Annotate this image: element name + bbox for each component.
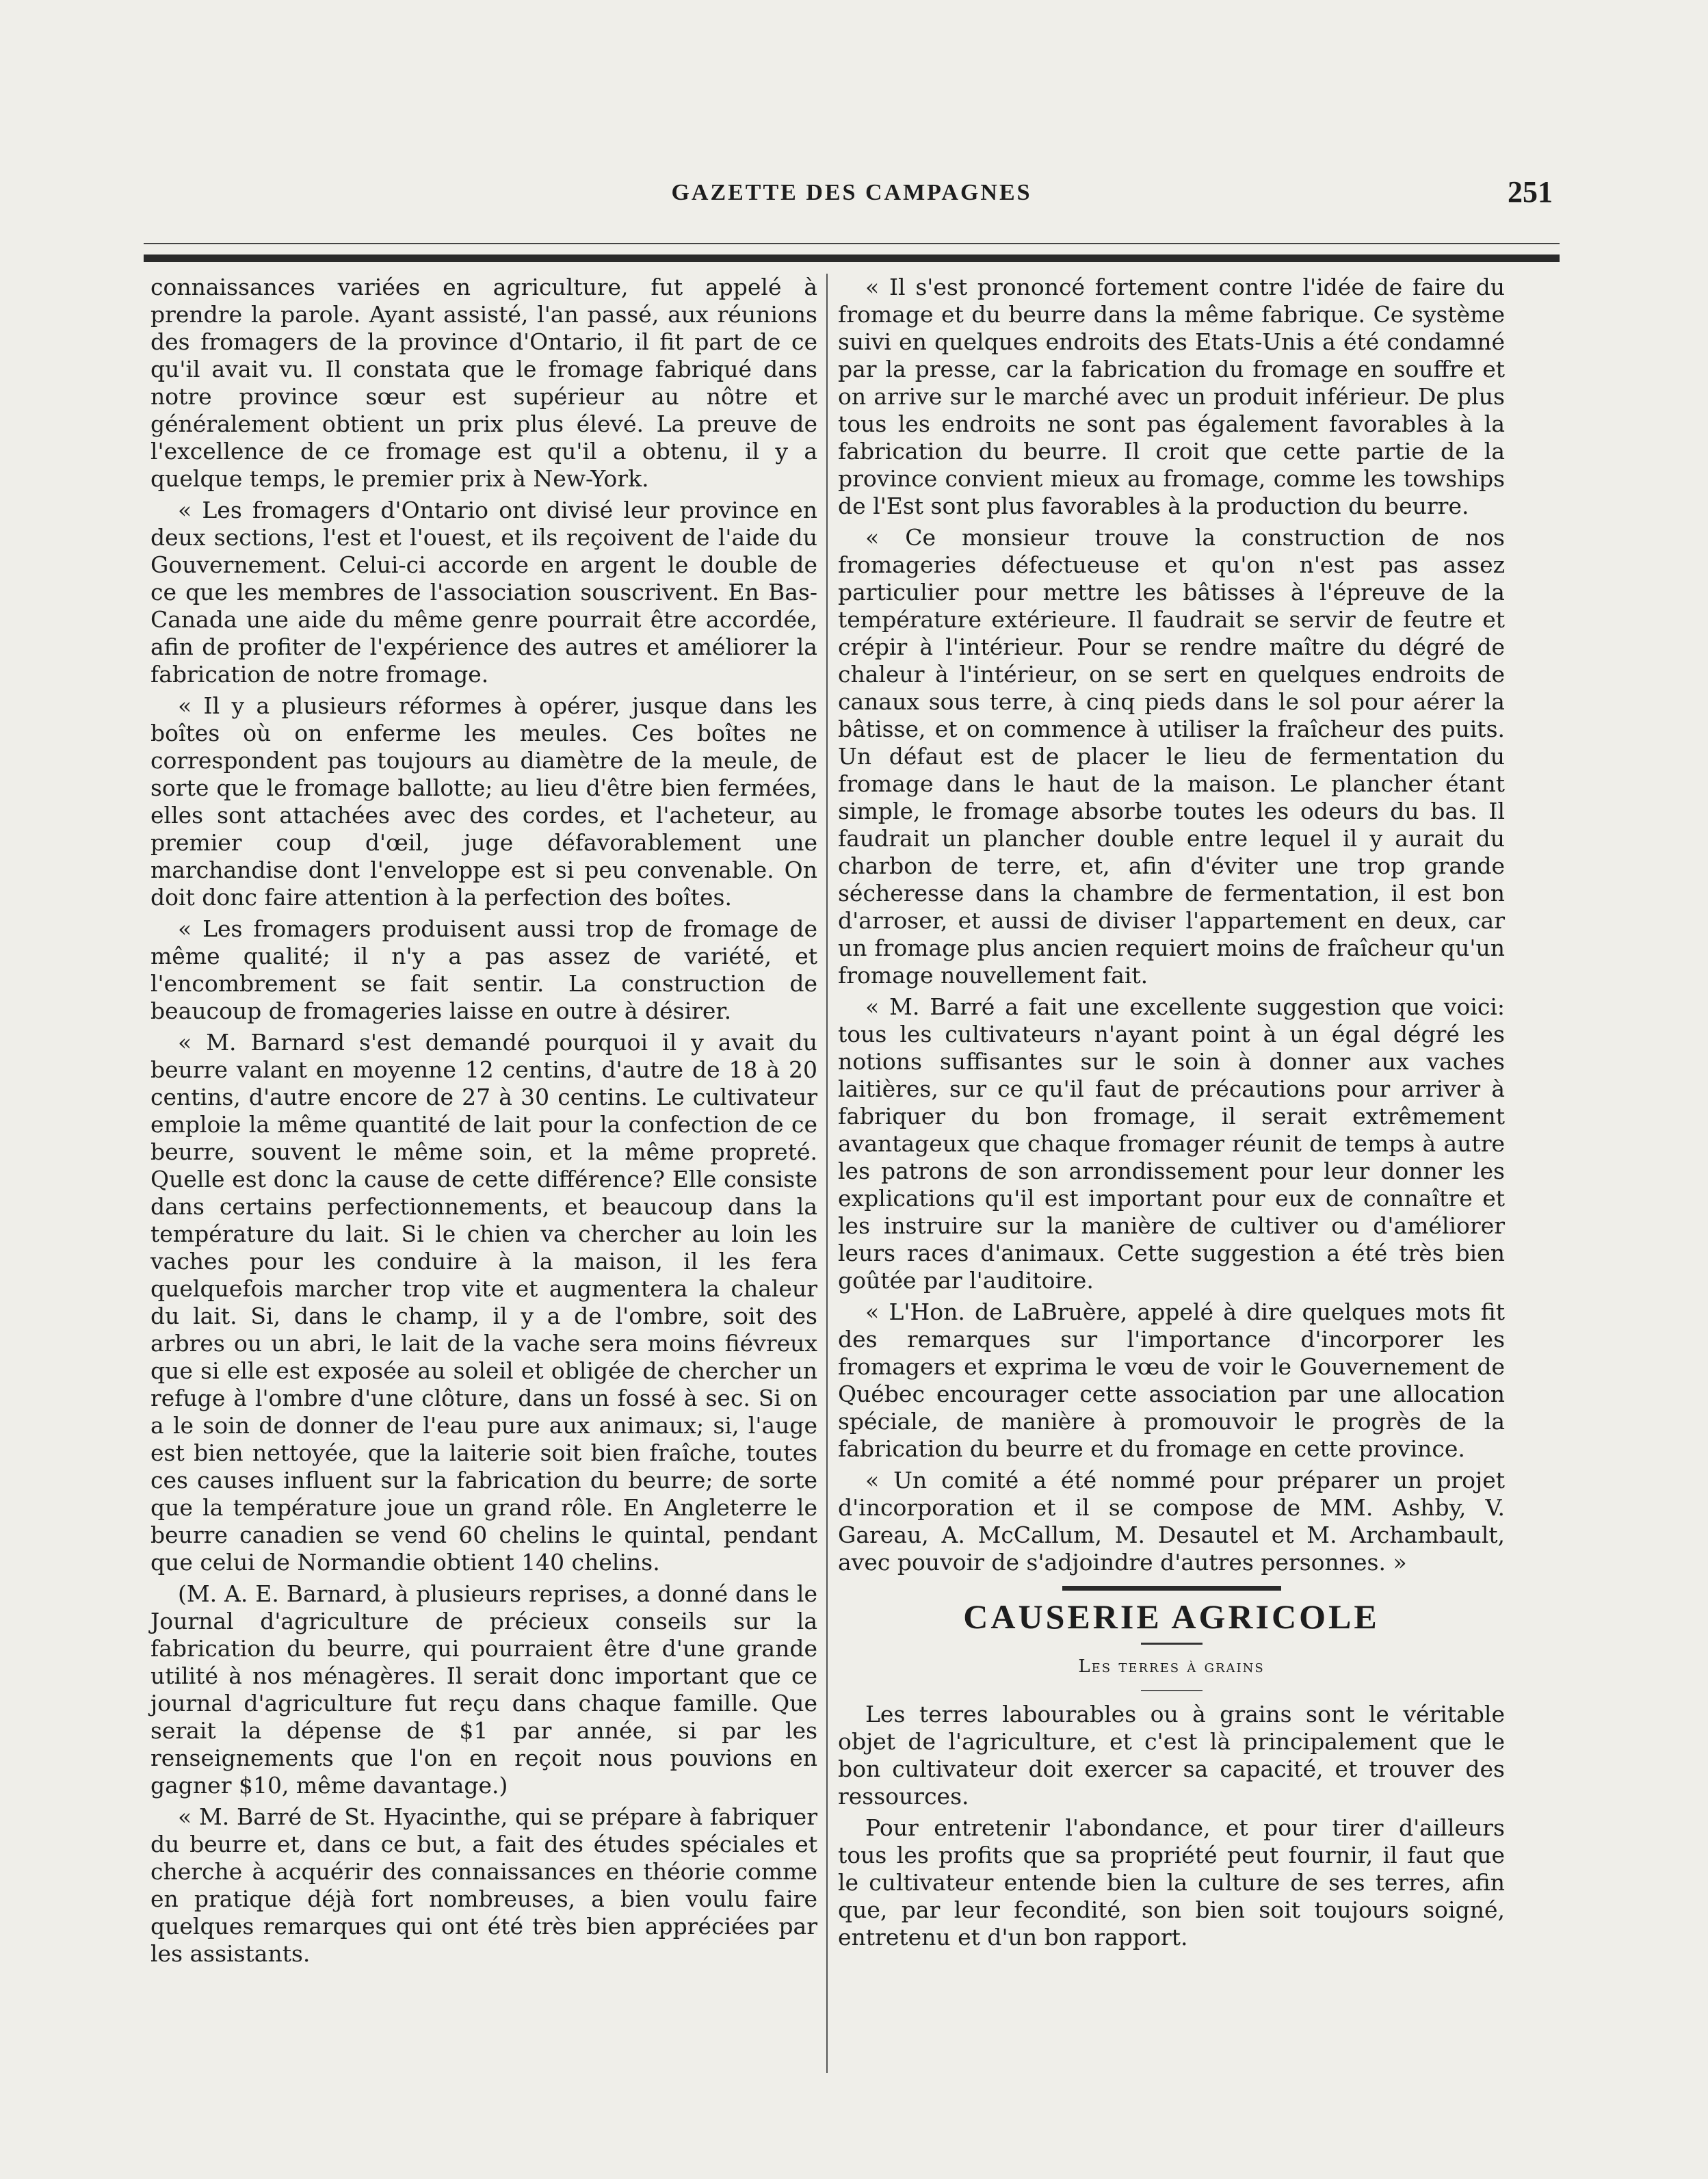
header-rule-thin: [144, 243, 1560, 244]
section-subtitle: Les terres à grains: [1078, 1656, 1265, 1677]
left-paragraph: « M. Barnard s'est demandé pourquoi il y avait du beurre valant en moyenne 12 centins, d'autre de 18 à 20 centins, d'autre encore de 27 à 30 centins. Le cultivateur emploie la même quantité de lait pour la confection de ce beurre, souvent le même soin, et la même propreté. Quelle est donc la cause de cette différence? Elle consiste dans certains perfectionnements, et beaucoup dans la température du lait. Si le chien va chercher au loin les vaches pour les conduire à la maison, il les fera quelquefois marcher trop vite et augmentera la chaleur du lait. Si, dans le champ, il y a de l'ombre, soit des arbres ou un abri, le lait de la vache sera moins fiévreux que si elle est exposée au soleil et obligée de chercher un refuge à l'ombre d'une clôture, dans un fossé à sec. Si on a le soin de donner de l'eau pure aux animaux; si, l'auge est bien nettoyée, que la laiterie soit bien fraîche, toutes ces causes influent sur la fabrication du beurre; de sorte que la température joue un grand rôle. En Angleterre le beurre canadien se vend 60 chelins le quintal, pendant que celui de Normandie obtient 140 chelins.: [150, 1029, 817, 1576]
section-paragraph: Pour entretenir l'abondance, et pour tirer d'ailleurs tous les profits que sa propriété peut fournir, il faut que le cultivateur entende bien la culture de ses terres, afin que, par leur fecondité, son bien soit toujours soigné, entretenu et d'un bon rapport.: [838, 1814, 1505, 1950]
section-paragraph: Les terres labourables ou à grains sont le véritable objet de l'agriculture, et c'est là principalement que le bon cultivateur doit exercer sa capacité, et trouver des ressources.: [838, 1701, 1505, 1810]
page-header: [144, 174, 1560, 216]
right-paragraph: « Un comité a été nommé pour préparer un projet d'incorporation et il se compose de MM. Ashby, V. Gareau, A. McCallum, M. Desautel et M. Archambault, avec pouvoir de s'adjoindre d'autres personnes. »: [838, 1467, 1505, 1576]
left-column: [150, 274, 817, 1972]
left-paragraph: « Il y a plusieurs réformes à opérer, jusque dans les boîtes où on enferme les meules. Ces boîtes ne correspondent pas toujours au diamètre de la meule, de sorte que le fromage ballotte; au lieu d'être bien fermées, elles sont attachées avec des cordes, et l'acheteur, au premier coup d'œil, juge défavorablement une marchandise dont l'enveloppe est si peu convenable. On doit donc faire attention à la perfection des boîtes.: [150, 692, 817, 911]
left-paragraph: « Les fromagers produisent aussi trop de fromage de même qualité; il n'y a pas assez de variété, et l'encombrement se fait sentir. La construction de beaucoup de fromageries laisse en outre à désirer.: [150, 915, 817, 1024]
right-paragraph: « Il s'est prononcé fortement contre l'idée de faire du fromage et du beurre dans la même fabrique. Ce système suivi en quelques endroits des Etats-Unis a été condamné par la presse, car la fabrication du fromage en souffre et on arrive sur le marché avec un produit inférieur. De plus tous les endroits ne sont pas également favorables à la fabrication du beurre. Il croit que cette partie de la province convient mieux au fromage, comme les towships de l'Est sont plus favorables à la production du beurre.: [838, 274, 1505, 519]
right-paragraph: « M. Barré a fait une excellente suggestion que voici: tous les cultivateurs n'ayant point à un égal dégré les notions suffisantes sur le soin à donner aux vaches laitières, sur ce qu'il faut de précautions pour arriver à fabriquer du bon fromage, il serait extrêmement avantageux que chaque fromager réunit de temps à autre les patrons de son arrondissement pour leur donner les explications qu'il est important pour eux de connaître et les instruire sur la manière de cultiver ou d'améliorer leurs races d'animaux. Cette suggestion a été très bien goûtée par l'auditoire.: [838, 993, 1505, 1294]
right-paragraph: « Ce monsieur trouve la construction de nos fromageries défectueuse et qu'on n'est pas assez particulier pour mettre les bâtisses à l'épreuve de la température extérieure. Il faudrait se servir de feutre et crépir à l'intérieur. Pour se rendre maître du dégré de chaleur à l'intérieur, on se sert en quelques endroits de canaux sous terre, à cinq pieds dans le sol pour aérer la bâtisse, et on commence à utiliser la fraîcheur des puits. Un défaut est de placer le lieu de fermentation du fromage dans le haut de la maison. Le plancher étant simple, le fromage absorbe toutes les odeurs du bas. Il faudrait un plancher double entre lequel il y aurait du charbon de terre, et, afin d'éviter une trop grande sécheresse dans la chambre de fermentation, il est bon d'arroser, et aussi de diviser l'appartement en deux, car un fromage plus ancien requiert moins de fraîcheur qu'un fromage nouvellement fait.: [838, 524, 1505, 989]
section-short-rule: [1141, 1643, 1203, 1645]
section-title: CAUSERIE AGRICOLE: [963, 1597, 1380, 1636]
column-divider: [826, 274, 828, 2073]
left-paragraph: « Les fromagers d'Ontario ont divisé leur province en deux sections, l'est et l'ouest, et ils reçoivent de l'aide du Gouvernement. Celui-ci accorde en argent le double de ce que les membres de l'association souscrivent. En Bas-Canada une aide du même genre pourrait être accordée, afin de profiter de l'expérience des autres et améliorer la fabrication de notre fromage.: [150, 497, 817, 688]
newspaper-title: GAZETTE DES CAMPAGNES: [671, 180, 1032, 205]
left-paragraph: « M. Barré de St. Hyacinthe, qui se prépare à fabriquer du beurre et, dans ce but, a fait des études spéciales et cherche à acquérir des connaissances en théorie comme en pratique déjà fort nombreuses, a bien voulu faire quelques remarques qui ont été très bien appréciées par les assistants.: [150, 1803, 817, 1967]
right-column: [838, 274, 1505, 1955]
left-paragraph: connaissances variées en agriculture, fut appelé à prendre la parole. Ayant assisté, l'an passé, aux réunions des fromagers de la province d'Ontario, il fit part de ce qu'il avait vu. Il constata que le fromage fabriqué dans notre province sœur est supérieur au nôtre et généralement obtient un prix plus élevé. La preuve de l'excellence de ce fromage est qu'il a obtenu, il y a quelque temps, le premier prix à New-York.: [150, 274, 817, 492]
header-rule-thick: [144, 255, 1560, 262]
section-subtitle-rule: [1141, 1690, 1203, 1691]
page-number: 251: [1508, 175, 1553, 209]
left-paragraph: (M. A. E. Barnard, à plusieurs reprises, a donné dans le Journal d'agriculture de précieux conseils sur la fabrication du beurre, qui pourraient être d'une grande utilité à nos ménagères. Il serait donc important que ce journal d'agriculture fut reçu dans chaque famille. Que serait la dépense de $1 par année, si par les renseignements que l'on en reçoit nous pouvions en gagner $10, même davantage.): [150, 1580, 817, 1799]
section-rule: [1062, 1586, 1281, 1591]
right-paragraph: « L'Hon. de LaBruère, appelé à dire quelques mots fit des remarques sur l'importance d'incorporer les fromagers et exprima le vœu de voir le Gouvernement de Québec encourager cette association par une allocation spéciale, de manière à promouvoir le progrès de la fabrication du beurre et du fromage en cette province.: [838, 1299, 1505, 1462]
